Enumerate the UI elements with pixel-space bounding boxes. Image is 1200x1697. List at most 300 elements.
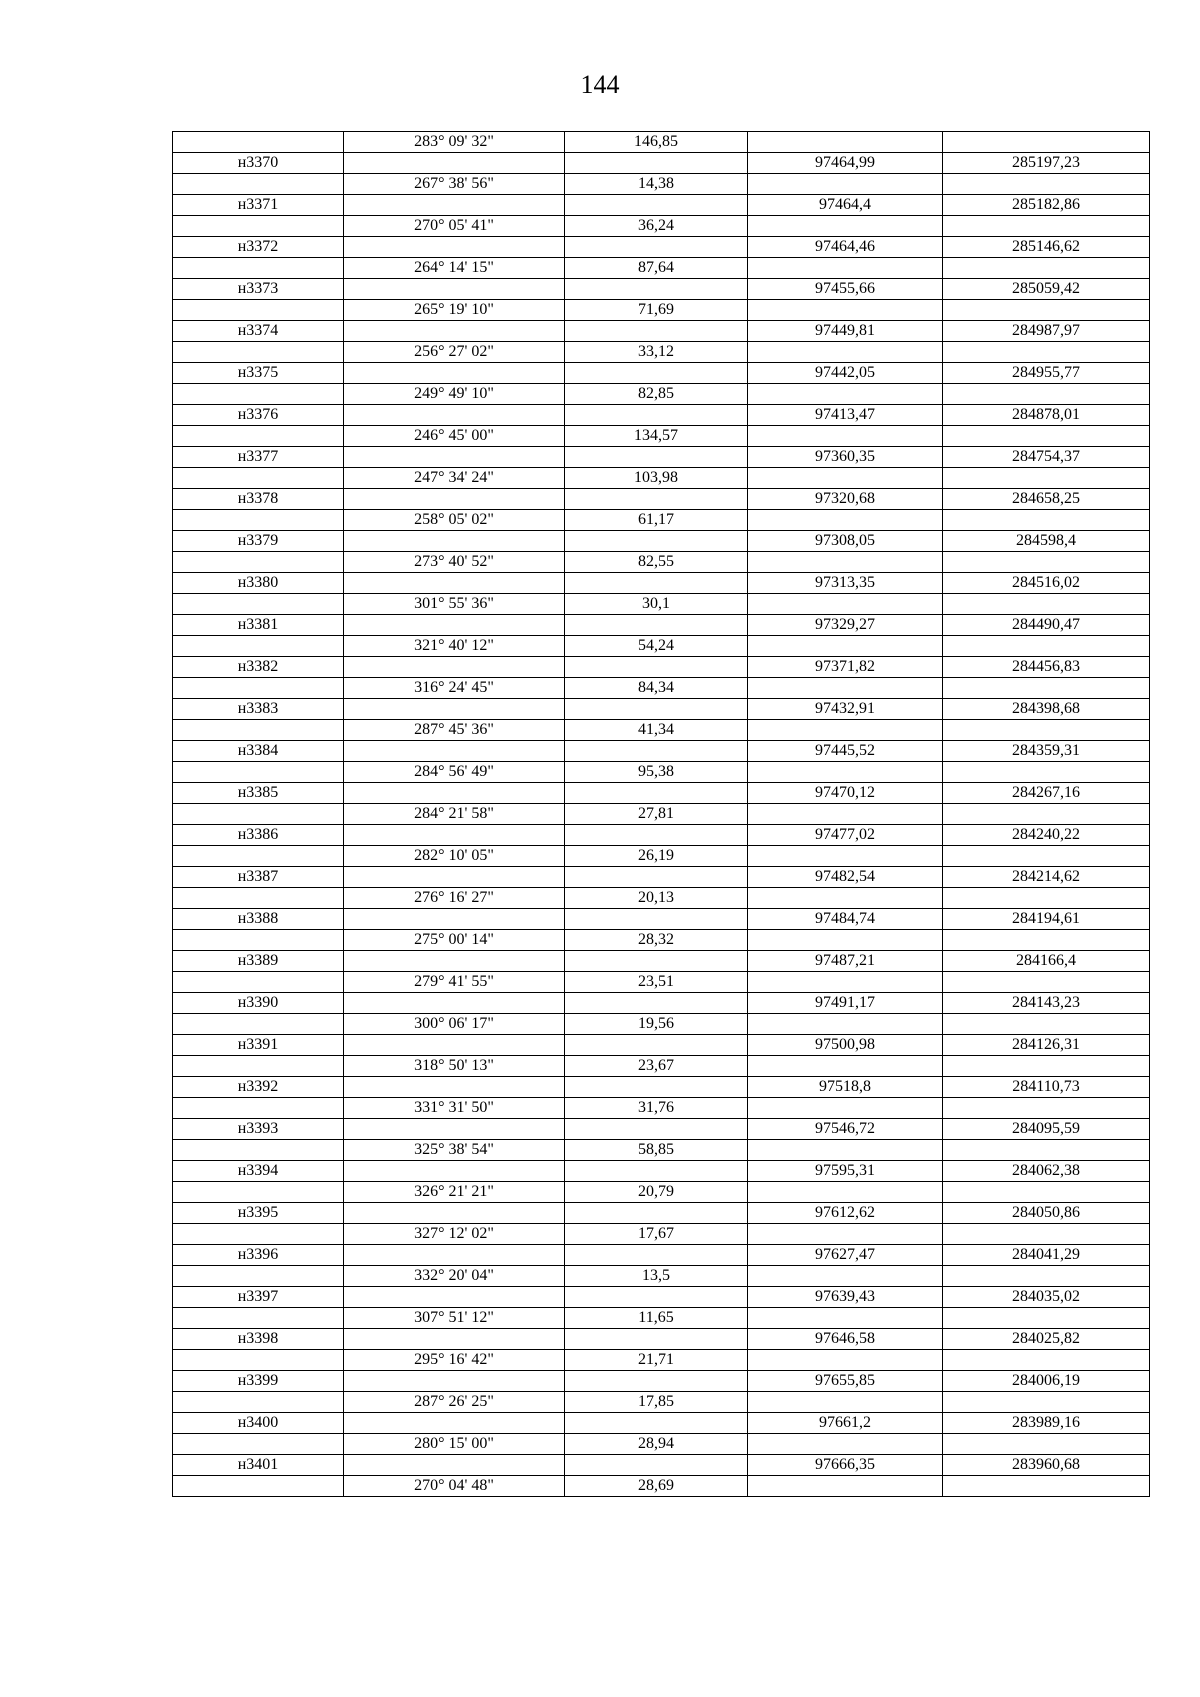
x-coordinate-cell	[748, 426, 943, 447]
point-name-cell: н3376	[173, 405, 344, 426]
y-coordinate-cell	[943, 1476, 1150, 1497]
y-coordinate-cell: 284095,59	[943, 1119, 1150, 1140]
table-row	[173, 1098, 1150, 1119]
y-coordinate-cell: 284987,97	[943, 321, 1150, 342]
x-coordinate-cell	[748, 510, 943, 531]
x-coordinate-cell: 97313,35	[748, 573, 943, 594]
x-coordinate-cell: 97470,12	[748, 783, 943, 804]
x-coordinate-cell: 97484,74	[748, 909, 943, 930]
table-row	[173, 1308, 1150, 1329]
bearing-cell: 256° 27' 02"	[344, 342, 565, 363]
point-name-cell	[173, 258, 344, 279]
point-name-cell: н3396	[173, 1245, 344, 1266]
distance-cell: 71,69	[565, 300, 748, 321]
point-name-cell: н3379	[173, 531, 344, 552]
bearing-cell: 326° 21' 21"	[344, 1182, 565, 1203]
table-row	[173, 1035, 1150, 1056]
point-name-cell: н3384	[173, 741, 344, 762]
point-name-cell	[173, 1434, 344, 1455]
distance-cell	[565, 279, 748, 300]
x-coordinate-cell: 97627,47	[748, 1245, 943, 1266]
table-row	[173, 678, 1150, 699]
bearing-cell	[344, 1329, 565, 1350]
x-coordinate-cell: 97661,2	[748, 1413, 943, 1434]
y-coordinate-cell: 285182,86	[943, 195, 1150, 216]
x-coordinate-cell: 97308,05	[748, 531, 943, 552]
bearing-cell	[344, 489, 565, 510]
survey-coordinates-table	[172, 131, 1150, 1497]
table-row	[173, 1203, 1150, 1224]
y-coordinate-cell	[943, 510, 1150, 531]
point-name-cell	[173, 1182, 344, 1203]
x-coordinate-cell	[748, 300, 943, 321]
bearing-cell: 276° 16' 27"	[344, 888, 565, 909]
y-coordinate-cell: 284240,22	[943, 825, 1150, 846]
bearing-cell	[344, 279, 565, 300]
distance-cell	[565, 1119, 748, 1140]
x-coordinate-cell: 97464,4	[748, 195, 943, 216]
y-coordinate-cell	[943, 1434, 1150, 1455]
point-name-cell	[173, 720, 344, 741]
y-coordinate-cell: 284166,4	[943, 951, 1150, 972]
bearing-cell: 321° 40' 12"	[344, 636, 565, 657]
bearing-cell: 316° 24' 45"	[344, 678, 565, 699]
table-row	[173, 573, 1150, 594]
y-coordinate-cell	[943, 594, 1150, 615]
distance-cell	[565, 1455, 748, 1476]
table-row	[173, 1455, 1150, 1476]
point-name-cell: н3388	[173, 909, 344, 930]
x-coordinate-cell: 97449,81	[748, 321, 943, 342]
point-name-cell: н3377	[173, 447, 344, 468]
distance-cell	[565, 1161, 748, 1182]
bearing-cell: 307° 51' 12"	[344, 1308, 565, 1329]
y-coordinate-cell: 284516,02	[943, 573, 1150, 594]
table-row	[173, 825, 1150, 846]
y-coordinate-cell	[943, 1056, 1150, 1077]
bearing-cell	[344, 363, 565, 384]
distance-cell: 20,79	[565, 1182, 748, 1203]
x-coordinate-cell: 97329,27	[748, 615, 943, 636]
distance-cell: 28,69	[565, 1476, 748, 1497]
table-row	[173, 1413, 1150, 1434]
x-coordinate-cell	[748, 888, 943, 909]
distance-cell: 87,64	[565, 258, 748, 279]
y-coordinate-cell: 285197,23	[943, 153, 1150, 174]
x-coordinate-cell: 97413,47	[748, 405, 943, 426]
point-name-cell	[173, 972, 344, 993]
y-coordinate-cell: 284955,77	[943, 363, 1150, 384]
y-coordinate-cell	[943, 426, 1150, 447]
point-name-cell	[173, 804, 344, 825]
distance-cell	[565, 993, 748, 1014]
table-row	[173, 1119, 1150, 1140]
distance-cell: 54,24	[565, 636, 748, 657]
table-row	[173, 552, 1150, 573]
table-row	[173, 1224, 1150, 1245]
bearing-cell: 280° 15' 00"	[344, 1434, 565, 1455]
point-name-cell: н3400	[173, 1413, 344, 1434]
x-coordinate-cell: 97491,17	[748, 993, 943, 1014]
table-row	[173, 237, 1150, 258]
y-coordinate-cell	[943, 342, 1150, 363]
y-coordinate-cell: 284050,86	[943, 1203, 1150, 1224]
bearing-cell: 249° 49' 10"	[344, 384, 565, 405]
distance-cell: 103,98	[565, 468, 748, 489]
point-name-cell	[173, 1476, 344, 1497]
x-coordinate-cell: 97482,54	[748, 867, 943, 888]
y-coordinate-cell: 284878,01	[943, 405, 1150, 426]
x-coordinate-cell: 97595,31	[748, 1161, 943, 1182]
bearing-cell	[344, 1077, 565, 1098]
y-coordinate-cell	[943, 846, 1150, 867]
table-row	[173, 888, 1150, 909]
x-coordinate-cell	[748, 1392, 943, 1413]
table-row	[173, 132, 1150, 153]
bearing-cell	[344, 195, 565, 216]
point-name-cell: н3398	[173, 1329, 344, 1350]
table-row	[173, 384, 1150, 405]
distance-cell: 26,19	[565, 846, 748, 867]
bearing-cell: 265° 19' 10"	[344, 300, 565, 321]
distance-cell	[565, 741, 748, 762]
point-name-cell: н3386	[173, 825, 344, 846]
distance-cell: 14,38	[565, 174, 748, 195]
table-row	[173, 1056, 1150, 1077]
bearing-cell: 300° 06' 17"	[344, 1014, 565, 1035]
point-name-cell	[173, 1098, 344, 1119]
point-name-cell	[173, 132, 344, 153]
distance-cell: 30,1	[565, 594, 748, 615]
bearing-cell	[344, 699, 565, 720]
x-coordinate-cell: 97518,8	[748, 1077, 943, 1098]
bearing-cell	[344, 783, 565, 804]
y-coordinate-cell	[943, 1350, 1150, 1371]
table-row	[173, 846, 1150, 867]
bearing-cell: 283° 09' 32"	[344, 132, 565, 153]
distance-cell: 82,55	[565, 552, 748, 573]
y-coordinate-cell: 284359,31	[943, 741, 1150, 762]
point-name-cell: н3374	[173, 321, 344, 342]
y-coordinate-cell: 284490,47	[943, 615, 1150, 636]
distance-cell: 11,65	[565, 1308, 748, 1329]
distance-cell	[565, 573, 748, 594]
distance-cell: 17,67	[565, 1224, 748, 1245]
table-row	[173, 1245, 1150, 1266]
x-coordinate-cell: 97639,43	[748, 1287, 943, 1308]
table-row	[173, 153, 1150, 174]
bearing-cell	[344, 825, 565, 846]
distance-cell	[565, 1077, 748, 1098]
y-coordinate-cell: 284267,16	[943, 783, 1150, 804]
x-coordinate-cell: 97455,66	[748, 279, 943, 300]
table-row	[173, 1476, 1150, 1497]
table-row	[173, 258, 1150, 279]
x-coordinate-cell	[748, 174, 943, 195]
x-coordinate-cell: 97546,72	[748, 1119, 943, 1140]
y-coordinate-cell	[943, 1014, 1150, 1035]
y-coordinate-cell	[943, 888, 1150, 909]
distance-cell: 58,85	[565, 1140, 748, 1161]
y-coordinate-cell: 284062,38	[943, 1161, 1150, 1182]
x-coordinate-cell	[748, 804, 943, 825]
y-coordinate-cell	[943, 678, 1150, 699]
distance-cell: 95,38	[565, 762, 748, 783]
y-coordinate-cell	[943, 384, 1150, 405]
point-name-cell	[173, 678, 344, 699]
x-coordinate-cell: 97360,35	[748, 447, 943, 468]
y-coordinate-cell: 284658,25	[943, 489, 1150, 510]
x-coordinate-cell	[748, 1056, 943, 1077]
point-name-cell: н3372	[173, 237, 344, 258]
y-coordinate-cell	[943, 216, 1150, 237]
distance-cell: 41,34	[565, 720, 748, 741]
y-coordinate-cell: 284025,82	[943, 1329, 1150, 1350]
x-coordinate-cell: 97432,91	[748, 699, 943, 720]
point-name-cell	[173, 1140, 344, 1161]
distance-cell	[565, 405, 748, 426]
point-name-cell	[173, 1350, 344, 1371]
distance-cell	[565, 825, 748, 846]
x-coordinate-cell	[748, 930, 943, 951]
point-name-cell	[173, 1308, 344, 1329]
x-coordinate-cell: 97500,98	[748, 1035, 943, 1056]
x-coordinate-cell	[748, 1266, 943, 1287]
table-row	[173, 300, 1150, 321]
y-coordinate-cell	[943, 468, 1150, 489]
bearing-cell	[344, 1413, 565, 1434]
y-coordinate-cell: 284598,4	[943, 531, 1150, 552]
bearing-cell: 258° 05' 02"	[344, 510, 565, 531]
bearing-cell: 318° 50' 13"	[344, 1056, 565, 1077]
distance-cell	[565, 1287, 748, 1308]
y-coordinate-cell: 284006,19	[943, 1371, 1150, 1392]
distance-cell	[565, 1371, 748, 1392]
table-row	[173, 867, 1150, 888]
table-row	[173, 762, 1150, 783]
table-row	[173, 510, 1150, 531]
x-coordinate-cell	[748, 1224, 943, 1245]
table-row	[173, 783, 1150, 804]
table-row	[173, 657, 1150, 678]
distance-cell: 134,57	[565, 426, 748, 447]
bearing-cell	[344, 867, 565, 888]
x-coordinate-cell	[748, 1476, 943, 1497]
table-row	[173, 1140, 1150, 1161]
table-row	[173, 699, 1150, 720]
table-row	[173, 993, 1150, 1014]
point-name-cell	[173, 846, 344, 867]
distance-cell: 17,85	[565, 1392, 748, 1413]
bearing-cell: 267° 38' 56"	[344, 174, 565, 195]
point-name-cell	[173, 174, 344, 195]
table-row	[173, 342, 1150, 363]
table-row	[173, 195, 1150, 216]
y-coordinate-cell: 284126,31	[943, 1035, 1150, 1056]
y-coordinate-cell: 285059,42	[943, 279, 1150, 300]
point-name-cell	[173, 594, 344, 615]
x-coordinate-cell	[748, 846, 943, 867]
y-coordinate-cell: 284754,37	[943, 447, 1150, 468]
bearing-cell	[344, 1119, 565, 1140]
bearing-cell	[344, 951, 565, 972]
bearing-cell: 332° 20' 04"	[344, 1266, 565, 1287]
distance-cell: 28,94	[565, 1434, 748, 1455]
distance-cell	[565, 1203, 748, 1224]
point-name-cell	[173, 552, 344, 573]
y-coordinate-cell: 284110,73	[943, 1077, 1150, 1098]
x-coordinate-cell	[748, 678, 943, 699]
table-row	[173, 720, 1150, 741]
distance-cell	[565, 1329, 748, 1350]
x-coordinate-cell: 97445,52	[748, 741, 943, 762]
table-row	[173, 321, 1150, 342]
x-coordinate-cell	[748, 972, 943, 993]
y-coordinate-cell	[943, 258, 1150, 279]
y-coordinate-cell	[943, 762, 1150, 783]
point-name-cell	[173, 468, 344, 489]
y-coordinate-cell: 284143,23	[943, 993, 1150, 1014]
y-coordinate-cell	[943, 720, 1150, 741]
point-name-cell	[173, 1224, 344, 1245]
point-name-cell: н3401	[173, 1455, 344, 1476]
bearing-cell	[344, 993, 565, 1014]
table-row	[173, 531, 1150, 552]
point-name-cell	[173, 384, 344, 405]
point-name-cell	[173, 300, 344, 321]
point-name-cell: н3370	[173, 153, 344, 174]
distance-cell	[565, 195, 748, 216]
x-coordinate-cell: 97666,35	[748, 1455, 943, 1476]
x-coordinate-cell: 97487,21	[748, 951, 943, 972]
point-name-cell: н3378	[173, 489, 344, 510]
bearing-cell: 327° 12' 02"	[344, 1224, 565, 1245]
table-row	[173, 951, 1150, 972]
bearing-cell: 246° 45' 00"	[344, 426, 565, 447]
table-row	[173, 447, 1150, 468]
distance-cell	[565, 489, 748, 510]
table-row	[173, 363, 1150, 384]
table-row	[173, 1392, 1150, 1413]
bearing-cell: 282° 10' 05"	[344, 846, 565, 867]
distance-cell: 21,71	[565, 1350, 748, 1371]
table-row	[173, 1014, 1150, 1035]
bearing-cell	[344, 909, 565, 930]
bearing-cell	[344, 657, 565, 678]
table-row	[173, 1329, 1150, 1350]
distance-cell: 146,85	[565, 132, 748, 153]
distance-cell	[565, 531, 748, 552]
point-name-cell	[173, 930, 344, 951]
y-coordinate-cell	[943, 804, 1150, 825]
y-coordinate-cell: 284035,02	[943, 1287, 1150, 1308]
bearing-cell	[344, 1203, 565, 1224]
distance-cell: 33,12	[565, 342, 748, 363]
distance-cell	[565, 363, 748, 384]
distance-cell: 23,67	[565, 1056, 748, 1077]
bearing-cell: 287° 45' 36"	[344, 720, 565, 741]
x-coordinate-cell	[748, 720, 943, 741]
x-coordinate-cell	[748, 1014, 943, 1035]
point-name-cell	[173, 1056, 344, 1077]
table-row	[173, 615, 1150, 636]
x-coordinate-cell: 97464,46	[748, 237, 943, 258]
y-coordinate-cell	[943, 1098, 1150, 1119]
table-row	[173, 930, 1150, 951]
point-name-cell: н3390	[173, 993, 344, 1014]
bearing-cell	[344, 405, 565, 426]
survey-table-body	[173, 132, 1150, 1497]
table-row	[173, 1350, 1150, 1371]
point-name-cell	[173, 1014, 344, 1035]
y-coordinate-cell	[943, 930, 1150, 951]
bearing-cell: 270° 04' 48"	[344, 1476, 565, 1497]
x-coordinate-cell	[748, 342, 943, 363]
y-coordinate-cell: 284041,29	[943, 1245, 1150, 1266]
distance-cell	[565, 909, 748, 930]
point-name-cell: н3389	[173, 951, 344, 972]
bearing-cell: 295° 16' 42"	[344, 1350, 565, 1371]
y-coordinate-cell	[943, 1224, 1150, 1245]
bearing-cell: 275° 00' 14"	[344, 930, 565, 951]
table-row	[173, 489, 1150, 510]
table-row	[173, 279, 1150, 300]
table-row	[173, 972, 1150, 993]
x-coordinate-cell: 97320,68	[748, 489, 943, 510]
distance-cell: 19,56	[565, 1014, 748, 1035]
y-coordinate-cell: 284194,61	[943, 909, 1150, 930]
distance-cell: 27,81	[565, 804, 748, 825]
table-row	[173, 1161, 1150, 1182]
table-row	[173, 1077, 1150, 1098]
bearing-cell: 270° 05' 41"	[344, 216, 565, 237]
y-coordinate-cell: 284456,83	[943, 657, 1150, 678]
y-coordinate-cell	[943, 132, 1150, 153]
point-name-cell: н3395	[173, 1203, 344, 1224]
point-name-cell: н3387	[173, 867, 344, 888]
distance-cell	[565, 1035, 748, 1056]
point-name-cell: н3394	[173, 1161, 344, 1182]
y-coordinate-cell	[943, 636, 1150, 657]
distance-cell	[565, 1245, 748, 1266]
point-name-cell	[173, 510, 344, 531]
table-row	[173, 804, 1150, 825]
x-coordinate-cell	[748, 384, 943, 405]
x-coordinate-cell	[748, 762, 943, 783]
distance-cell	[565, 615, 748, 636]
point-name-cell: н3392	[173, 1077, 344, 1098]
distance-cell	[565, 237, 748, 258]
bearing-cell	[344, 1287, 565, 1308]
bearing-cell	[344, 573, 565, 594]
bearing-cell	[344, 1455, 565, 1476]
x-coordinate-cell	[748, 1140, 943, 1161]
bearing-cell	[344, 1161, 565, 1182]
bearing-cell	[344, 447, 565, 468]
distance-cell: 28,32	[565, 930, 748, 951]
x-coordinate-cell	[748, 1098, 943, 1119]
point-name-cell	[173, 1392, 344, 1413]
bearing-cell	[344, 531, 565, 552]
table-row	[173, 1287, 1150, 1308]
x-coordinate-cell	[748, 636, 943, 657]
table-row	[173, 1371, 1150, 1392]
distance-cell	[565, 321, 748, 342]
point-name-cell: н3393	[173, 1119, 344, 1140]
x-coordinate-cell	[748, 1182, 943, 1203]
page-number: 144	[580, 70, 620, 99]
point-name-cell: н3383	[173, 699, 344, 720]
